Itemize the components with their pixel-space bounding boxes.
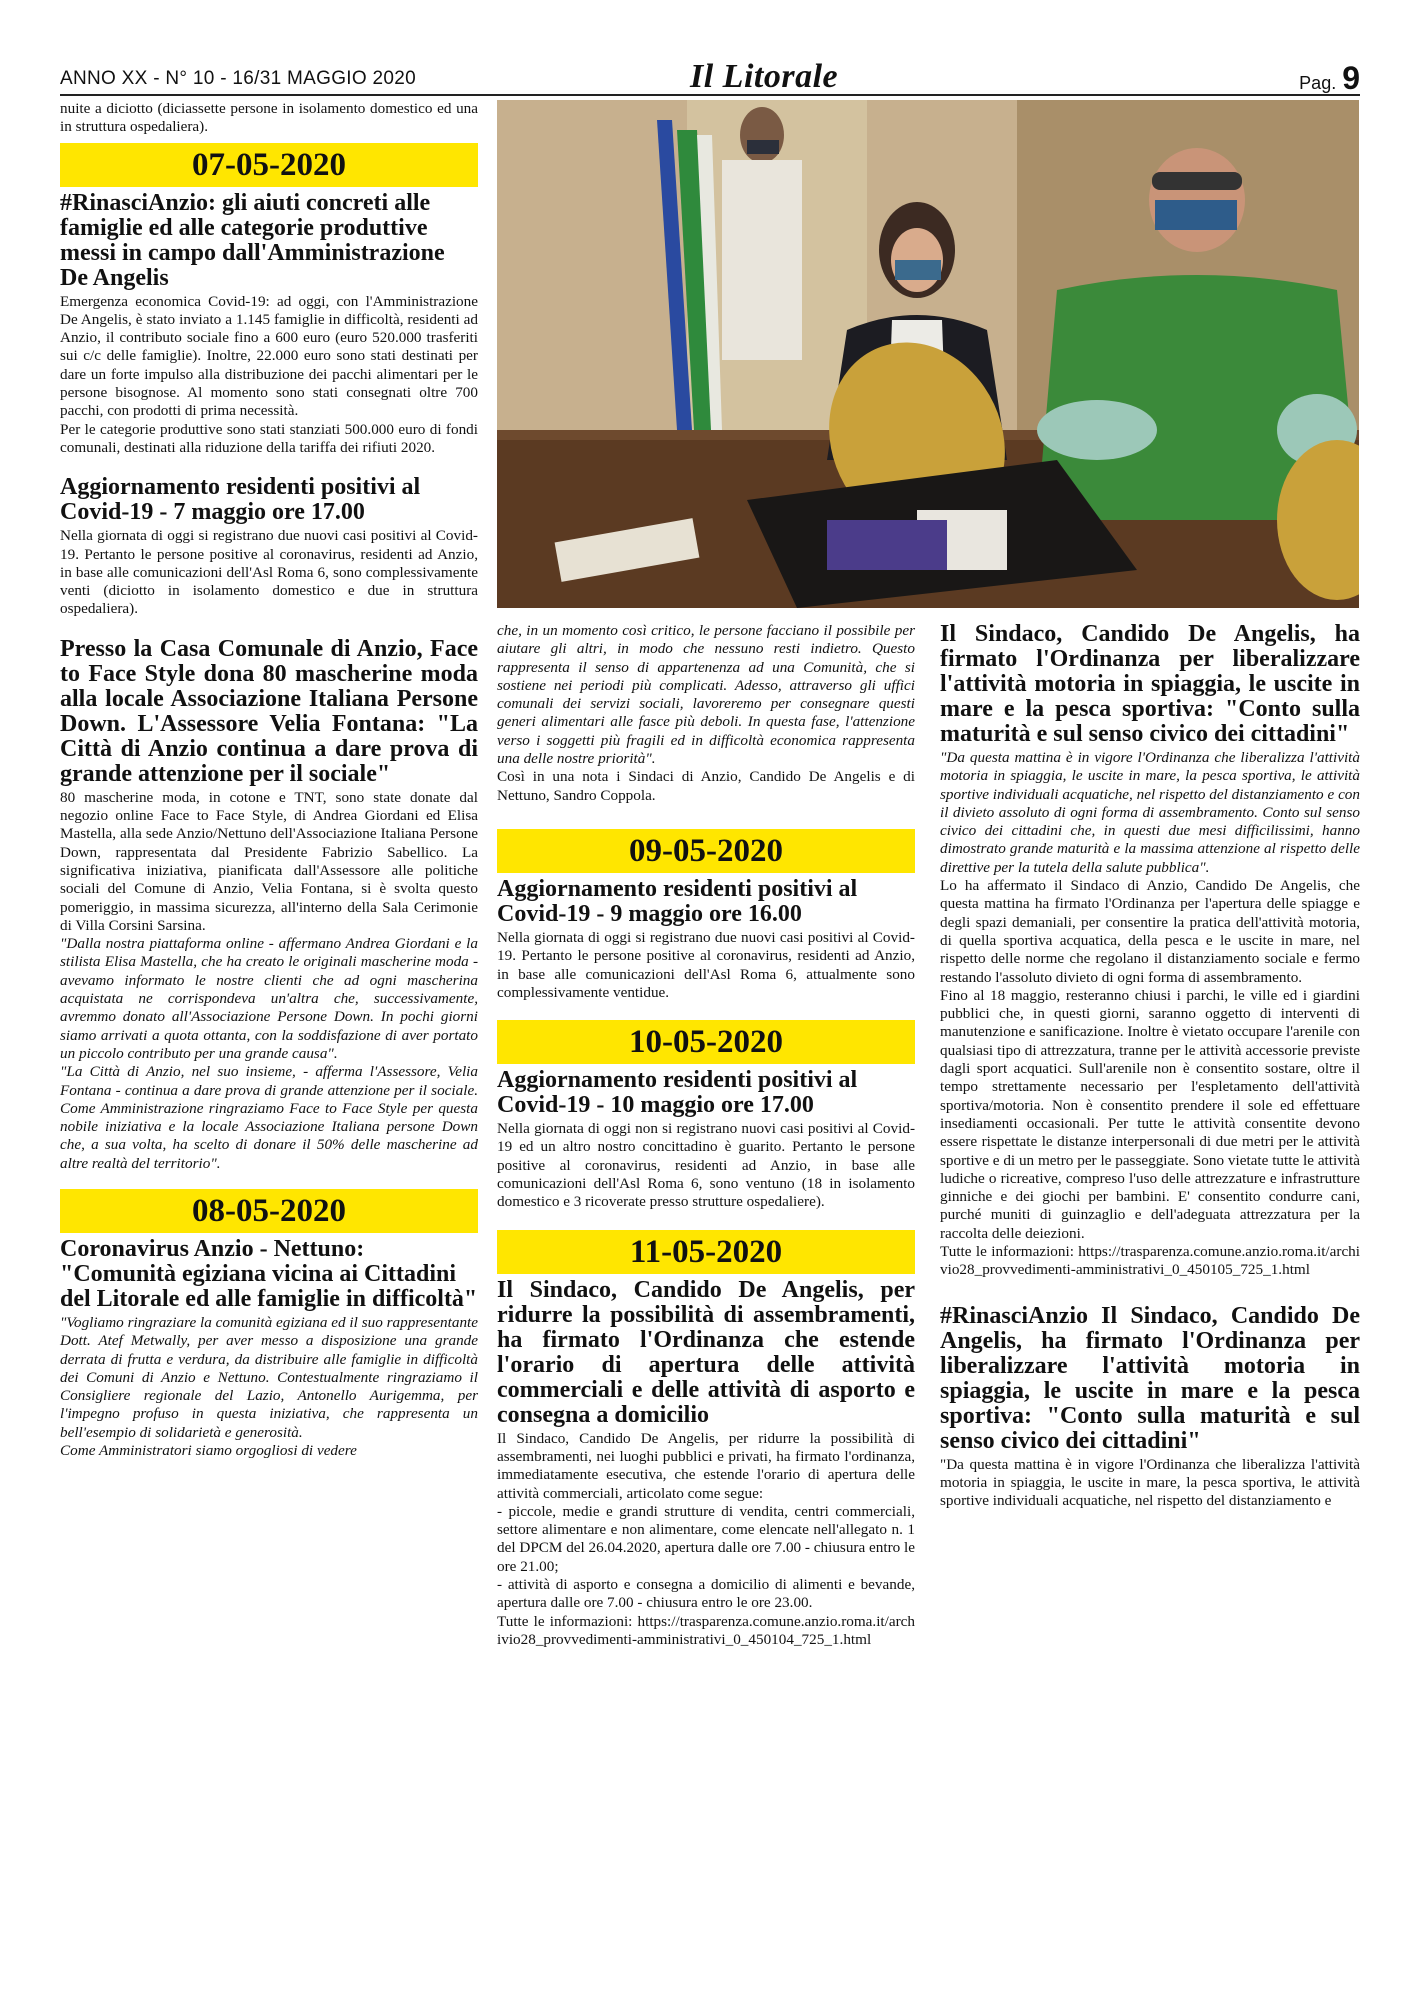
article-text: Così in una nota i Sindaci di Anzio, Candido De Angelis e di Nettuno, Sandro Coppola. (497, 768, 915, 804)
article-text: Nella giornata di oggi non si registrano nuovi casi positivi al Covid-19 ed un altro nostro concittadino è guarito. Pertanto le persone positive al coronavirus, residenti ad Anzio, in base alle comunicazioni dell'Asl Roma 6, sono ventuno (18 in isolamento domestico e 3 ricoverate presso strutture ospedaliere). (497, 1120, 915, 1211)
article-text: Tutte le informazioni: https://trasparenza.comune.anzio.roma.it/archivio28_provvedimenti-amministrativi_0_450105_725_1.html (940, 1243, 1360, 1279)
article-title: Coronavirus Anzio - Nettuno: "Comunità egiziana vicina ai Cittadini del Litorale ed alle famiglie in difficoltà" (60, 1235, 478, 1312)
issue-info: ANNO XX - N° 10 - 16/31 MAGGIO 2020 (60, 68, 417, 89)
date-banner: 10-05-2020 (497, 1020, 915, 1064)
article-quote: che, in un momento così critico, le persone facciano il possibile per aiutare gli altri, in modo che nessuno resti indietro. Questo rappresenta il senso di appartenenza ad una Comunità, che si sostiene nei periodi più complicati. Adesso, attraverso gli uffici comunali dei servizi sociali, lavoreremo per consegnare questi generi alimentari alle fasce più deboli. In questa fase, l'attenzione verso i soggetti più fragili ed in difficoltà economica rappresenta una delle nostre priorità". (497, 622, 915, 768)
article-title: Aggiornamento residenti positivi al Covid-19 - 9 maggio ore 16.00 (497, 875, 858, 927)
column-1 (60, 100, 478, 1460)
date-banner: 08-05-2020 (60, 1189, 478, 1233)
page-number: Pag. 9 (1299, 60, 1360, 96)
article-text: Il Sindaco, Candido De Angelis, per ridurre la possibilità di assembramenti, nei luoghi pubblici e privati, ha firmato l'ordinanza, immediatamente esecutiva, che estende l'orario di apertura delle attività commerciali, articolato come segue: (497, 1429, 915, 1502)
article-text: "Da questa mattina è in vigore l'Ordinanza che liberalizza l'attività motoria in spiaggia, le uscite in mare, la pesca sportiva, le attività sportive individuali acquatiche, nel rispetto del distanziamento e (940, 1455, 1360, 1510)
article-text: 80 mascherine moda, in cotone e TNT, sono state donate dal negozio online Face to Face Style, di Andrea Giordani ed Elisa Mastella, alla sede Anzio/Nettuno dell'Associazione Italiana Persone Down, rappresentata dal Presidente Fabrizio Sabellico. La significativa iniziativa, pianificata dall'Assessore alle politiche sociali del Comune di Anzio, Velia Fontana, si è svolta questo pomeriggio, in massima sicurezza, all'interno della Sala Cerimonie di Villa Corsini Sarsina. (60, 788, 478, 934)
date-banner: 07-05-2020 (60, 143, 478, 187)
article-photo (497, 100, 1359, 608)
article-title: Il Sindaco, Candido De Angelis, ha firmato l'Ordinanza per liberalizzare l'attività motoria in spiaggia, le uscite in mare e la pesca sportiva: "Conto sulla maturità e sul senso civico dei cittadini" (940, 621, 1360, 747)
article-title: Aggiornamento residenti positivi al Covid-19 - 10 maggio ore 17.00 (497, 1067, 858, 1119)
masthead (60, 58, 1360, 96)
article-quote: "La Città di Anzio, nel suo insieme, - afferma l'Assessore, Velia Fontana - continua a dare prova di grande attenzione per il sociale. Come Amministrazione ringraziamo Face to Face Style per questa nobile iniziativa e la locale Associazione Italiana persone Down che, a sua volta, ha scelto di donare il 50% delle mascherine ad altre realtà del territorio". (60, 1063, 478, 1172)
article-title: #RinasciAnzio Il Sindaco, Candido De Angelis, ha firmato l'Ordinanza per liberalizzare l'attività motoria in spiaggia, le uscite in mare e la pesca sportiva: "Conto sulla maturità e sul senso civico dei cittadini" (940, 1302, 1360, 1454)
article-quote: "Dalla nostra piattaforma online - affermano Andrea Giordani e la stilista Elisa Mastella, che ha creato le originali mascherine moda - avevamo informato le nostre clienti che ad ogni mascherina acquistata ne corrispondeva un'altra che, successivamente, avremmo donato all'Associazione Persone Down. In pochi giorni siamo arrivati a quota ottanta, con la soddisfazione di aver portato un piccolo contributo per una grande causa". (60, 935, 478, 1062)
intro-text: nuite a diciotto (diciassette persone in isolamento domestico ed una in struttura ospedaliera). (60, 100, 478, 136)
article-text: Nella giornata di oggi si registrano due nuovi casi positivi al Covid-19. Pertanto le persone positive al coronavirus, residenti ad Anzio, in base alle comunicazioni dell'Asl Roma 6, attualmente sono complessivamente ventidue. (497, 928, 915, 1001)
article-title: Il Sindaco, Candido De Angelis, per ridurre la possibilità di assembramenti, ha firmato l'Ordinanza che estende l'orario di apertura delle attività commerciali e delle attività di asporto e consegna a domicilio (497, 1276, 915, 1428)
column-3 (940, 618, 1360, 1511)
date-banner: 11-05-2020 (497, 1230, 915, 1274)
article-quote: "Vogliamo ringraziare la comunità egiziana ed il suo rappresentante Dott. Atef Metwally, per aver messo a disposizione una grande derrata di frutta e verdura, da distribuire alle famiglie in difficoltà dei Comuni di Anzio e Nettuno. Contestualmente ringraziamo il Consigliere regionale del Lazio, Antonello Aurigemma, per l'impegno profuso in questa iniziativa, che rappresenta un bell'esempio di solidarietà e generosità. (60, 1313, 478, 1441)
article-text: Nella giornata di oggi si registrano due nuovi casi positivi al Covid-19. Pertanto le persone positive al coronavirus, residenti ad Anzio, in base alle comunicazioni dell'Asl Roma 6, sono complessivamente venti (diciotto in isolamento domestico e due in struttura ospedaliera). (60, 527, 478, 618)
article-quote: Come Amministratori siamo orgogliosi di vedere (60, 1442, 357, 1460)
photo-icon (497, 100, 1359, 608)
article-title: #RinasciAnzio: gli aiuti concreti alle famiglie ed alle categorie produttive messi in campo dall'Amministrazione De Angelis (60, 189, 445, 291)
article-text: Tutte le informazioni: https://trasparenza.comune.anzio.roma.it/archivio28_provvedimenti-amministrativi_0_450104_725_1.html (497, 1612, 915, 1648)
article-text: Lo ha affermato il Sindaco di Anzio, Candido De Angelis, che questa mattina ha firmato l'Ordinanza per l'apertura delle spiagge e degli spazi demaniali, per consentire la pratica dell'attività motoria, di quella sportiva acquatica, della pesca e le uscite in mare, nel rispetto delle norme che regolano il distanziamento sociale e fermo restando l'assoluto divieto di ogni forma di assembramento. (940, 877, 1360, 986)
article-text: Fino al 18 maggio, resteranno chiusi i parchi, le ville ed i giardini pubblici che, in questi giorni, saranno oggetto di interventi di manutenzione e sanificazione. Inoltre è vietato occupare l'arenile con qualsiasi tipo di attrezzatura, tranne per le attività accessorie previste dagli sport acquatici. Sull'arenile non è consentito sostare, oltre il tempo strettamente necessario per l'espletamento dell'attività sportiva/motoria. Non è consentito prendere il sole ed effettuare insediamenti occasionali. Per tutte le attività consentite devono essere rispettate le distanze interpersonali di due metri per le attività sportive e di un metro per le passeggiate. Sono vietate tutte le attività ludiche o ricreative, compreso l'uso delle attrezzature e infrastrutture ginniche e dei giochi per bambini. E' consentito condurre cani, purché muniti di guinzaglio e dell'adeguata attrezzatura per la raccolta delle deiezioni. (940, 986, 1360, 1242)
column-2 (497, 622, 915, 1649)
article-title: Aggiornamento residenti positivi al Covid-19 - 7 maggio ore 17.00 (60, 474, 421, 526)
article-text: - attività di asporto e consegna a domicilio di alimenti e bevande, apertura dalle ore 7.00 - chiusura entro le ore 23.00. (497, 1576, 915, 1612)
article-text: Per le categorie produttive sono stati stanziati 500.000 euro di fondi comunali, destinati alla riduzione della tariffa dei rifiuti 2020. (60, 420, 478, 456)
article-text: - piccole, medie e grandi strutture di vendita, centri commerciali, settore alimentare e non alimentare, come elencate nell'allegato n. 1 del DPCM del 26.04.2020, apertura dalle ore 7.00 - chiusura entro le ore 21.00; (497, 1502, 915, 1575)
date-banner: 09-05-2020 (497, 829, 915, 873)
paper-logo: Il Litorale (690, 58, 839, 95)
article-title: Presso la Casa Comunale di Anzio, Face to Face Style dona 80 mascherine moda alla locale Associazione Italiana Persone Down. L'Assessore Velia Fontana: "La Città di Anzio continua a dare prova di grande attenzione per il sociale" (60, 635, 478, 787)
article-text: Emergenza economica Covid-19: ad oggi, con l'Amministrazione De Angelis, è stato inviato a 1.145 famiglie in difficoltà, residenti ad Anzio, il contributo sociale fino a 600 euro (euro 520.000 trasferiti sui c/c delle famiglie). Inoltre, 22.000 euro sono stati destinati per dare un forte impulso alla distribuzione dei pacchi alimentari per le persone bisognose. Al momento sono stati consegnati oltre 700 pacchi, con prodotti di prima necessità. (60, 292, 478, 420)
article-quote: "Da questa mattina è in vigore l'Ordinanza che liberalizza l'attività motoria in spiaggia, le uscite in mare, la pesca sportiva, le attività sportive individuali acquatiche, nel rispetto del distanziamento e con il divieto assoluto di ogni forma di assembramento. Conto sul senso civico dei cittadini che, in questi due mesi difficilissimi, hanno dimostrato grande maturità e la massima attenzione al rispetto delle direttive per la tutela della salute pubblica". (940, 749, 1360, 876)
